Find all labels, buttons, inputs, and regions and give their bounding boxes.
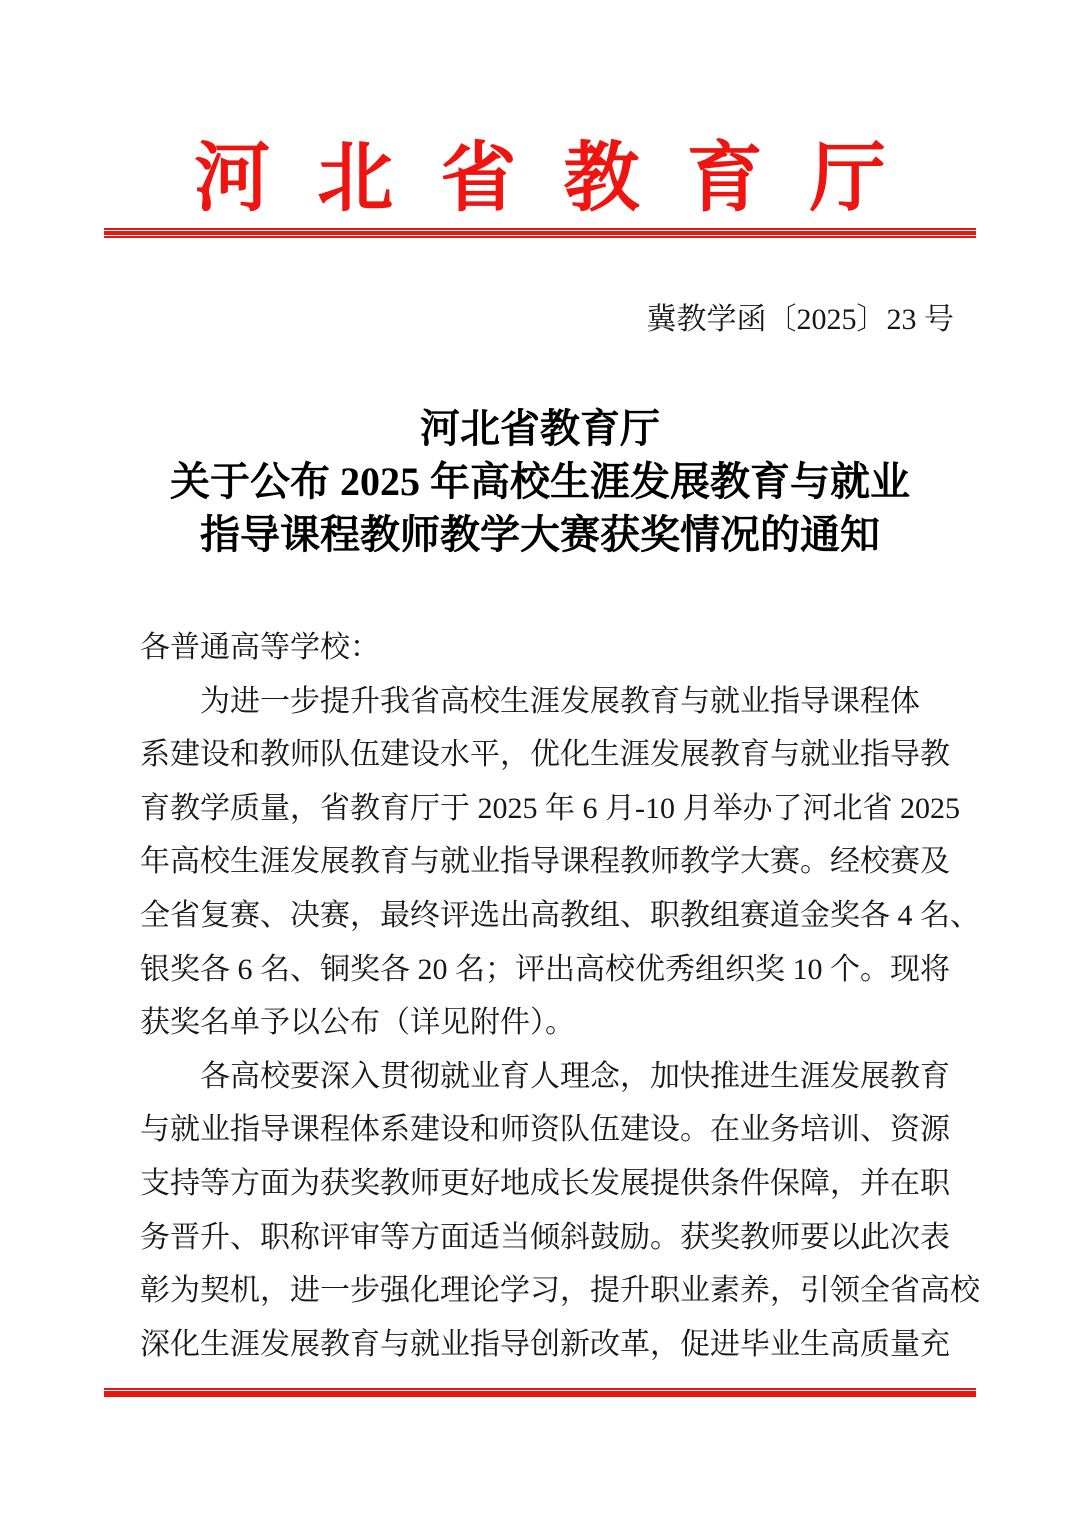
notice-title-line: 河北省教育厅 [420,406,660,451]
notice-body [140,621,980,1371]
body-line: 全省复赛、决赛，最终评选出高教组、职教组赛道金奖各 4 名、 [140,898,980,932]
body-line: 支持等方面为获奖教师更好地成长发展提供条件保障，并在职 [140,1166,950,1200]
body-line: 为进一步提升我省高校生涯发展教育与就业指导课程体 [200,684,920,718]
body-line: 深化生涯发展教育与就业指导创新改革，促进毕业生高质量充 [140,1327,950,1361]
footer-red-divider [104,1388,976,1397]
letterhead-agency-name [0,138,1080,220]
document-number: 冀教学函〔2025〕23 号 [646,303,954,336]
letterhead-red-divider [104,228,976,238]
body-line: 获奖名单予以公布（详见附件）。 [140,1006,575,1040]
body-line: 银奖各 6 名、铜奖各 20 名；评出高校优秀组织奖 10 个。现将 [140,952,950,986]
notice-title-line: 指导课程教师教学大赛获奖情况的通知 [200,512,880,557]
body-line: 与就业指导课程体系建设和师资队伍建设。在业务培训、资源 [140,1113,950,1147]
body-line: 系建设和教师队伍建设水平，优化生涯发展教育与就业指导教 [140,738,950,772]
body-line: 育教学质量，省教育厅于 2025 年 6 月-10 月举办了河北省 2025 [140,791,960,825]
body-line: 务晋升、职称评审等方面适当倾斜鼓励。获奖教师要以此次表 [140,1220,950,1254]
body-line: 彰为契机，进一步强化理论学习，提升职业素养，引领全省高校 [140,1274,980,1308]
body-line: 各高校要深入贯彻就业育人理念，加快推进生涯发展教育 [200,1059,950,1093]
notice-title-line: 关于公布 2025 年高校生涯发展教育与就业 [170,459,910,504]
body-line: 年高校生涯发展教育与就业指导课程教师教学大赛。经校赛及 [140,845,950,879]
body-line: 各普通高等学校： [140,631,380,664]
letterhead-agency-name-text: 河北省教育厅 [194,137,933,221]
notice-title [0,402,1080,561]
